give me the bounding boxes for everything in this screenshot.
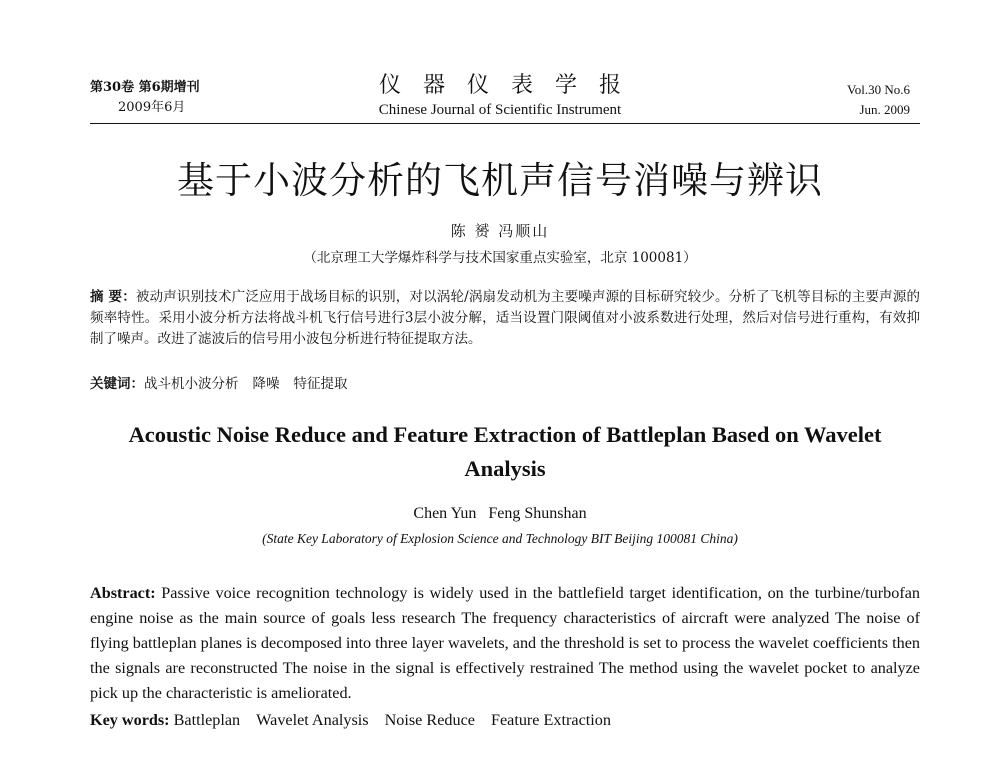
volume-issue-cn: 第30卷 第6期增刊	[90, 80, 200, 95]
abstract-cn	[90, 287, 920, 350]
keyword-en: Wavelet Analysis	[256, 711, 369, 729]
journal-issue-en	[847, 80, 910, 120]
keywords-cn	[90, 374, 920, 395]
abstract-label-en: Abstract:	[90, 584, 156, 602]
authors-en	[0, 505, 1000, 523]
date-cn: 2009年6月	[118, 100, 186, 115]
title-cn: 基于小波分析的飞机声信号消噪与辨识	[177, 159, 823, 202]
abstract-text-en: Passive voice recognition technology is widely used in the battlefield target identification, on the turbine/turbofan engine noise as the main source of goals less research The frequency characteristics of aircraft were analyzed The noise of flying battleplan planes is decomposed into three layer wavelets, and the threshold is set to process the wavelet coefficients then the signals are reconstructed The noise in the signal is effectively restrained The method using the wavelet pocket to analyze pick up the characteristic is ameliorated.	[90, 584, 920, 702]
keywords-label-en: Key words:	[90, 711, 170, 729]
journal-issue-cn	[90, 78, 200, 118]
volume-issue-en: Vol.30 No.6	[847, 82, 910, 97]
title-en: Acoustic Noise Reduce and Feature Extraction of Battleplan Based on Wavelet Analysis	[128, 422, 882, 481]
keyword-cn: 特征提取	[293, 376, 348, 392]
abstract-label-cn: 摘 要：	[90, 289, 136, 305]
author-en: Chen Yun	[413, 505, 477, 522]
keyword-en: Battleplan	[173, 711, 241, 729]
keyword-en: Noise Reduce	[384, 711, 475, 729]
header-divider	[90, 123, 920, 124]
keyword-cn: 战斗机小波分析	[144, 376, 239, 392]
authors-cn: 陈 赟 冯顺山	[450, 222, 550, 240]
journal-name-en: Chinese Journal of Scientific Instrument	[378, 102, 622, 118]
journal-name-cn: 仪器仪表学报	[378, 73, 643, 98]
keywords-en	[90, 708, 920, 733]
keyword-cn: 降噪	[252, 376, 280, 392]
abstract-text-cn: 被动声识别技术广泛应用于战场目标的识别，对以涡轮/涡扇发动机为主要噪声源的目标研究较少。分析了飞机等目标的主要声源的频率特性。采用小波分析方法将战斗机飞行信号进行3层小波分解，适当设置门限阈值对小波系数进行处理，然后对信号进行重构，有效抑制了噪声。改进了滤波后的信号用小波包分析进行特征提取方法。	[90, 289, 920, 347]
date-en: Jun. 2009	[859, 102, 910, 117]
author-en: Feng Shunshan	[488, 505, 587, 522]
affiliation-cn: （北京理工大学爆炸科学与技术国家重点实验室，北京 100081）	[303, 250, 697, 266]
affiliation-en: (State Key Laboratory of Explosion Science and Technology BIT Beijing 100081 China)	[262, 531, 738, 546]
abstract-en	[90, 581, 920, 706]
keyword-en: Feature Extraction	[490, 711, 611, 729]
keywords-label-cn: 关键词：	[90, 376, 144, 392]
journal-name	[300, 72, 700, 120]
